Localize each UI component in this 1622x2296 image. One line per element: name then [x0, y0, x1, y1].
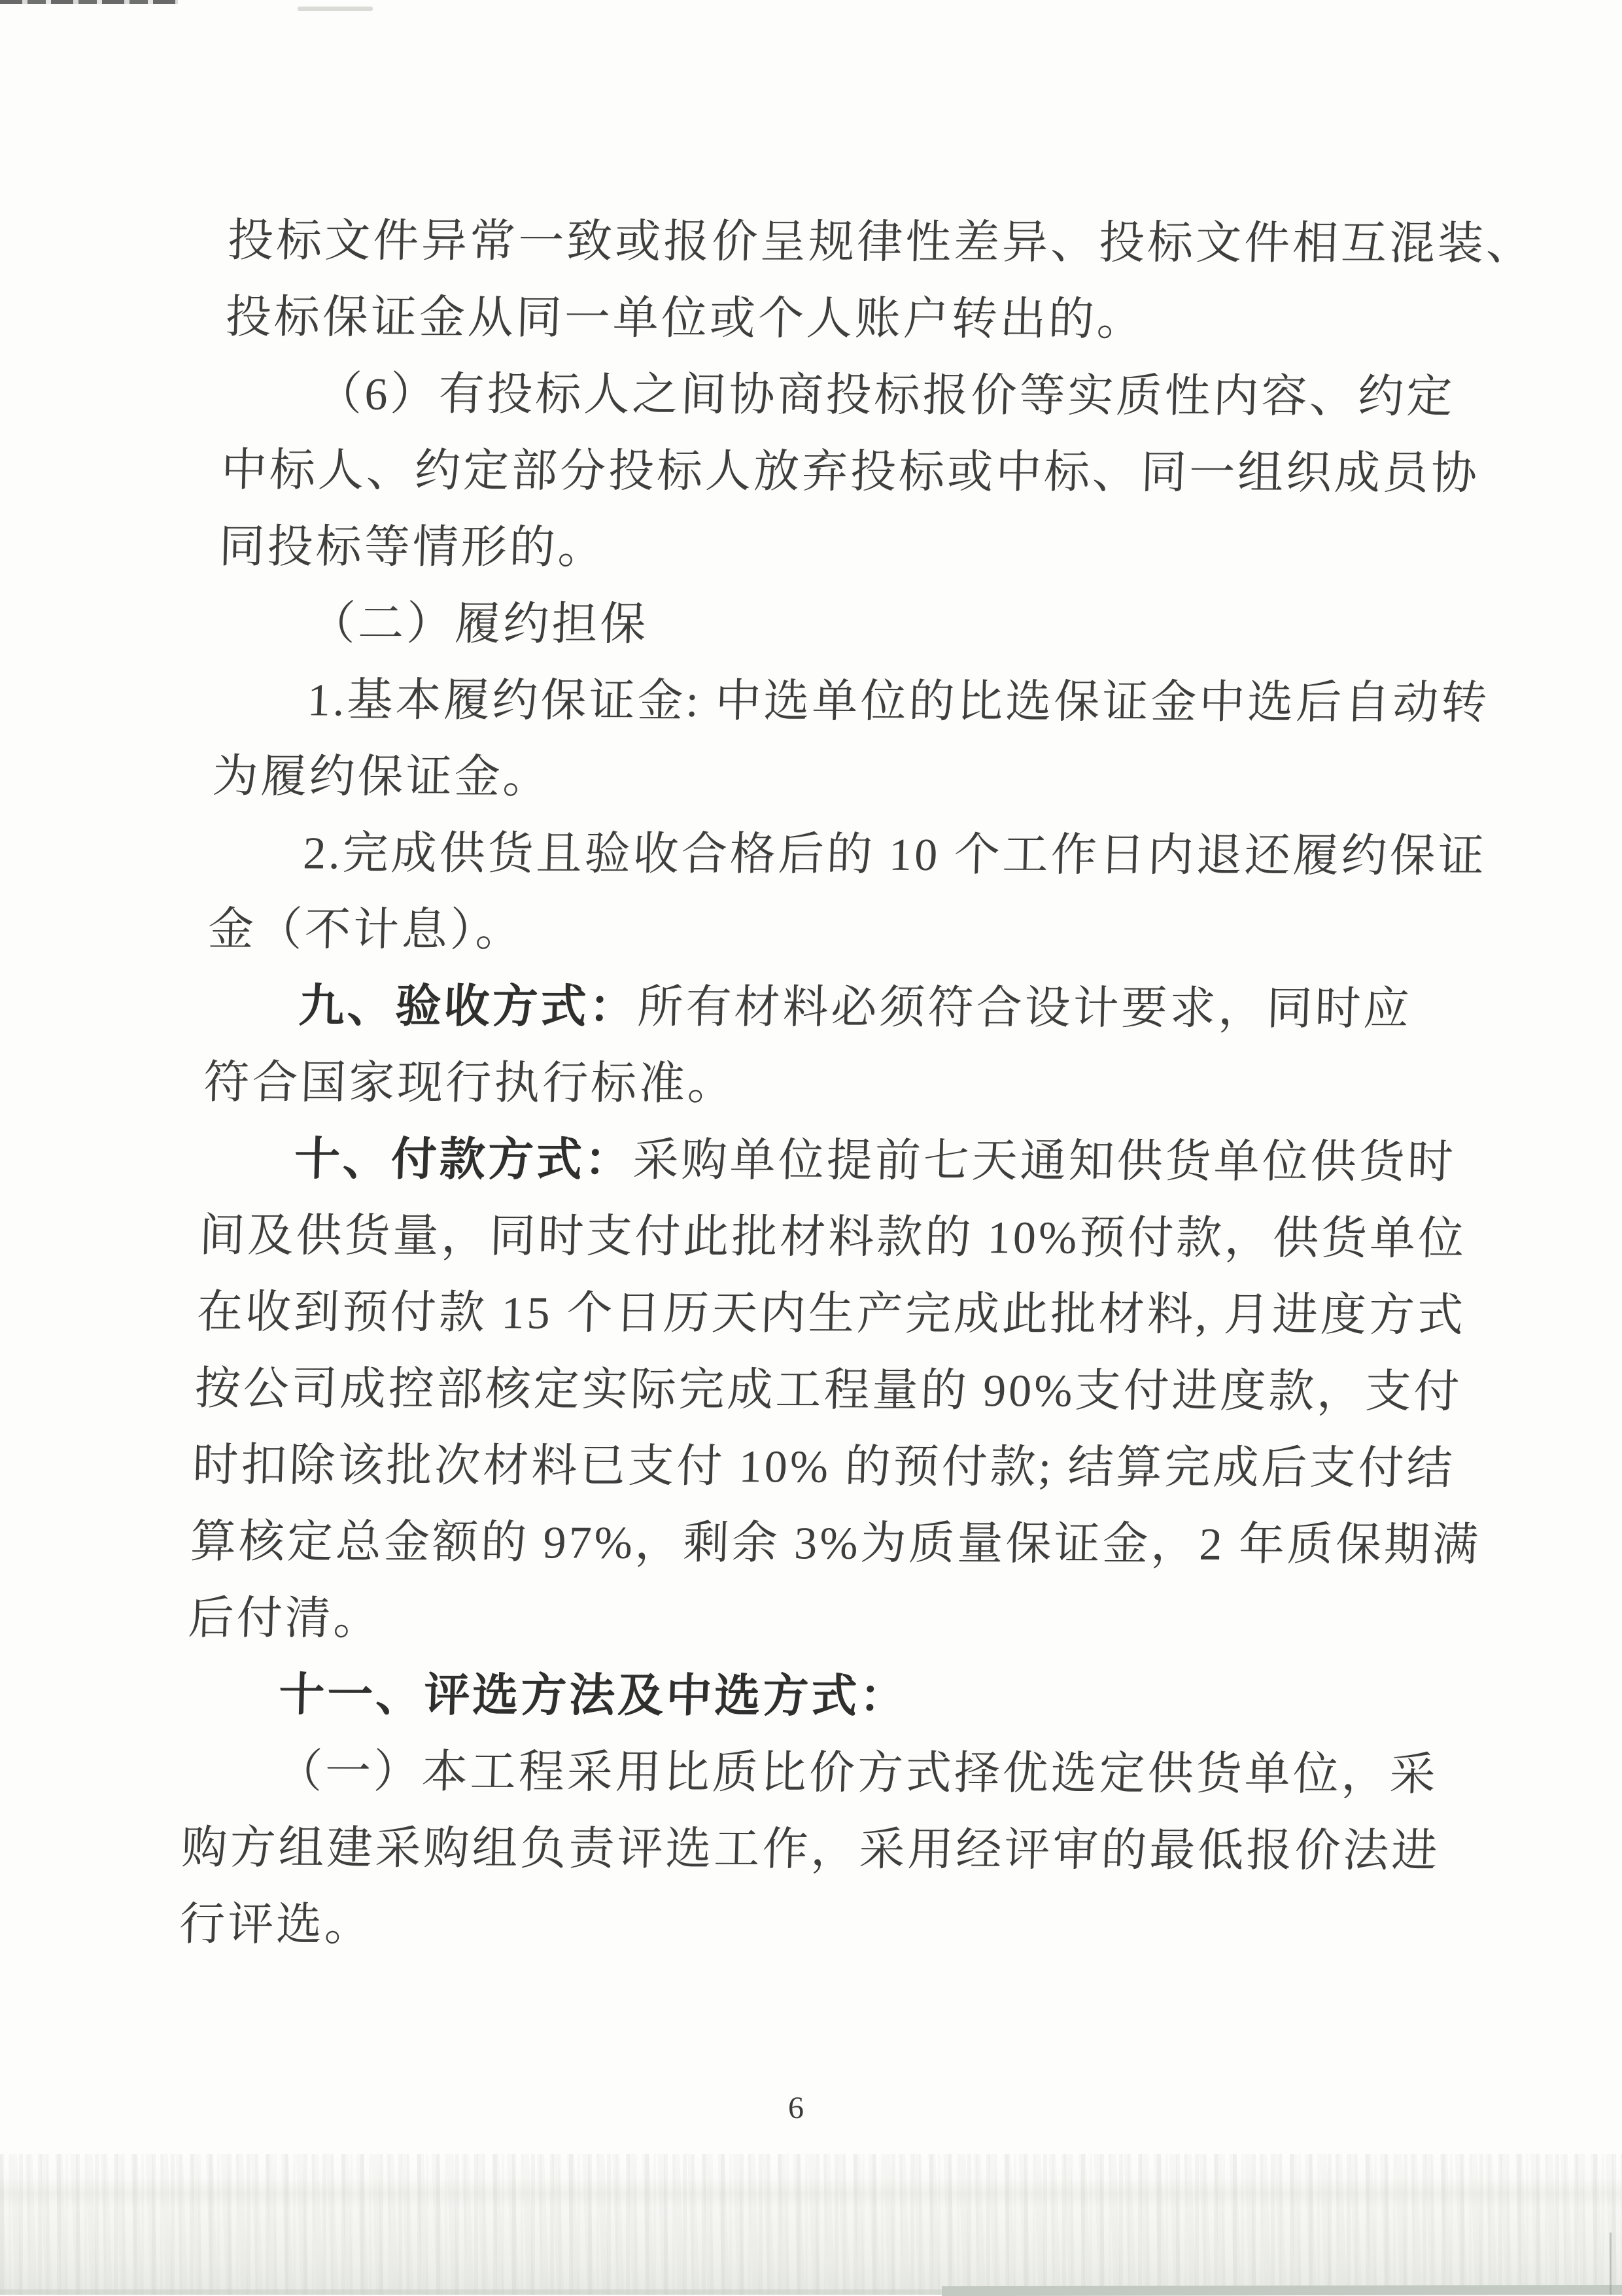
- text-line: [209, 815, 1516, 895]
- text-line: [207, 892, 1513, 971]
- scanner-artifact-bottom-band: [942, 2285, 1622, 2296]
- text-line: [205, 968, 1511, 1048]
- text-run: 投标文件异常一致或报价呈规律性差异、投标文件相互混装、: [227, 215, 1536, 270]
- text-run: 时扣除该批次材料已支付 10% 的预付款; 结算完成后支付结: [192, 1440, 1456, 1495]
- text-line: [196, 1274, 1502, 1354]
- text-run: 中标人、约定部分投标人放弃投标或中标、同一组织成员协: [220, 445, 1481, 500]
- heading-text-run: 十一、评选方法及中选方式：: [278, 1670, 909, 1722]
- text-line: [182, 1733, 1489, 1813]
- text-run: 2.完成供货且验收合格后的 10 个工作日内退还履约保证: [302, 828, 1487, 882]
- text-line: [181, 1810, 1487, 1890]
- text-run: 算核定总金额的 97%，剩余 3%为质量保证金，2 年质保期满: [189, 1516, 1482, 1571]
- text-run: 间及供货量，同时支付此批材料款的 10%预付款，供货单位: [198, 1210, 1468, 1265]
- text-run: 行评选。: [179, 1899, 374, 1951]
- text-run: 所有材料必须符合设计要求，同时应: [636, 982, 1413, 1035]
- text-run: （6）有投标人之间协商投标报价等实质性内容、约定: [315, 369, 1456, 423]
- text-run: （二）履约担保: [309, 599, 649, 650]
- text-line: [216, 585, 1523, 665]
- text-line: [218, 509, 1525, 589]
- text-line: [192, 1427, 1498, 1507]
- text-line: [222, 356, 1529, 436]
- text-line: [203, 1045, 1510, 1124]
- document-body: [178, 203, 1536, 1966]
- text-line: [213, 662, 1520, 742]
- text-run: 同投标等情形的。: [218, 521, 607, 574]
- text-line: [189, 1504, 1496, 1584]
- text-line: [187, 1580, 1494, 1660]
- text-run: 购方组建采购组负责评选工作，采用经评审的最低报价法进: [181, 1822, 1441, 1877]
- text-run: 1.基本履约保证金: 中选单位的比选保证金中选后自动转: [306, 675, 1491, 729]
- scanner-artifact-right-edge: [1610, 2233, 1612, 2295]
- text-run: 投标保证金从同一单位或个人账户转出的。: [224, 292, 1146, 345]
- text-run: 采购单位提前七天通知供货单位供货时: [632, 1135, 1457, 1189]
- heading-text-run: 十、付款方式：: [293, 1134, 634, 1186]
- text-run: 符合国家现行执行标准。: [203, 1057, 737, 1110]
- heading-text-run: 九、验收方式：: [298, 981, 638, 1033]
- scanner-artifact-bottom-texture: [0, 2154, 1622, 2295]
- text-line: [211, 739, 1518, 818]
- text-run: （一）本工程采用比质比价方式择优选定供货单位，采: [275, 1747, 1439, 1801]
- text-run: 为履约保证金。: [211, 751, 552, 803]
- text-run: 在收到预付款 15 个日历天内生产完成此批材料, 月进度方式: [196, 1287, 1467, 1342]
- text-run: 后付清。: [187, 1593, 383, 1644]
- text-line: [178, 1887, 1485, 1966]
- text-line: [220, 432, 1527, 512]
- scanner-artifact-top-edge: [0, 0, 178, 4]
- text-line: [198, 1198, 1505, 1278]
- text-run: 按公司成控部核定实际完成工程量的 90%支付进度款，支付: [194, 1363, 1463, 1418]
- text-line: [224, 279, 1531, 359]
- page-number: 6: [788, 2091, 804, 2125]
- text-run: 金（不计息）。: [207, 904, 525, 956]
- text-line: [200, 1121, 1507, 1201]
- text-line: [185, 1657, 1492, 1737]
- text-line: [194, 1351, 1500, 1431]
- text-line: [227, 203, 1534, 283]
- scanner-artifact-top-smudge: [298, 7, 373, 11]
